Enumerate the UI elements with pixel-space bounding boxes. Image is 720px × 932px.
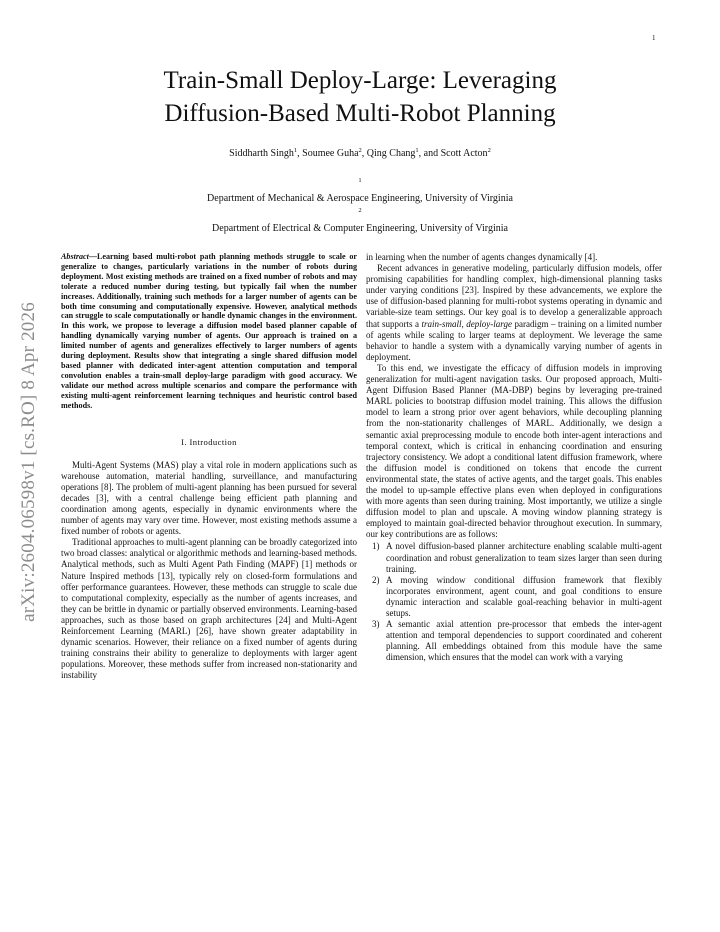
author-affiliation-mark: 1 bbox=[293, 147, 298, 154]
affiliation-list bbox=[110, 176, 610, 236]
page-number: 1 bbox=[652, 34, 656, 42]
contribution-item bbox=[366, 541, 662, 574]
intro-paragraph-3-text-a: Recent advances in generative modeling, particularly diffusion models, offer promising capabilities for handling complex, high-dimensional planning tasks under varying conditions [23]. Inspired by these advancements, we explore the use of diffusion-based planning for multi-robot systems operating in dynamic and variable-size team settings. Our key goal is to develop a generalizable approach that supports a bbox=[366, 263, 662, 329]
intro-paragraph-3 bbox=[366, 263, 662, 363]
author-separator: , bbox=[297, 148, 303, 159]
author-separator: , bbox=[361, 148, 367, 159]
author-affiliation-mark: 2 bbox=[487, 147, 491, 154]
contribution-text: A novel diffusion-based planner architecture enabling scalable multi-agent coordination and robust generalization to team sizes larger than seen during training. bbox=[386, 541, 662, 574]
contribution-item bbox=[366, 575, 662, 619]
paper-title-line-1: Train-Small Deploy-Large: Leveraging bbox=[163, 67, 557, 94]
affiliation-line bbox=[110, 206, 610, 236]
contribution-number: 3) bbox=[372, 619, 380, 630]
author-name: Qing Chang bbox=[366, 148, 416, 159]
author-name: Siddharth Singh bbox=[229, 148, 294, 159]
intro-paragraph-3-text-b: paradigm – training on a limited number of agents while scaling to larger teams at deployment. We leverage the same behavior to handle a system with a dynamically varying number of agents in deployment. bbox=[366, 318, 662, 362]
author-name: Scott Acton bbox=[440, 148, 488, 159]
right-column bbox=[366, 252, 662, 663]
paper-title-line-2: Diffusion-Based Multi-Robot Planning bbox=[164, 100, 556, 127]
affiliation-text: Department of Electrical & Computer Engineering, University of Virginia bbox=[212, 223, 508, 234]
arxiv-identifier-stamp bbox=[18, 262, 40, 662]
arxiv-identifier-text: arXiv:2604.06598v1 [cs.RO] 8 Apr 2026 bbox=[18, 302, 40, 622]
abstract-text: —Learning based multi-robot path planning methods struggle to scale or generalize to changes, particularly variations in the number of robots during deployment. Most existing methods are trained on a fixed number of robots and may tolerate a reduced number during testing, but typically fail when the number increases. Additionally, training such methods for a larger number of agents can be both time consuming and computationally expensive. However, analytical methods can struggle to scale computationally or handle dynamic changes in the environment. In this work, we propose to leverage a diffusion model based planner capable of handling dynamically varying number of agents. Our approach is trained on a limited number of agents and generalizes effectively to larger numbers of agents during deployment. Results show that integrating a single shared diffusion model based planner with dedicated inter-agent attention computation and temporal convolution enables a train-small deploy-large paradigm with good accuracy. We validate our method across multiple scenarios and compare the performance with existing multi-agent reinforcement learning techniques and heuristic control based methods. bbox=[61, 252, 357, 410]
intro-paragraph-4: To this end, we investigate the efficacy of diffusion models in improving generalization for multi-agent navigation tasks. Our proposed approach, Multi-Agent Diffusion Based Planner (MA-DBP) begins by leveraging pre-trained MARL policies to bootstrap diffusion model training. This allows the diffusion model to learn a strong prior over agent behaviors, while decoupling planning from the non-stationarity challenges of MARL. Additionally, we design a semantic axial preprocessing module to encode both inter-agent interactions and temporal context, which is critical in enhancing coordination and ensuring trajectory consistency. We adopt a conditional latent diffusion framework, where the diffusion model is conditioned on tokens that encode the current environmental state, the states of active agents, and the target goals. This enables the model to up-sample effective plans even when deployed in configurations with more agents than seen during training. Most importantly, we utilize a single diffusion model to plan and upscale. A moving window planning strategy is employed to maintain goal-directed behavior throughout execution. In summary, our key contributions are as follows: bbox=[366, 362, 662, 540]
section-heading-introduction: I. Introduction bbox=[181, 436, 237, 447]
paper-title bbox=[110, 64, 610, 130]
abstract bbox=[61, 252, 357, 411]
contribution-number: 2) bbox=[372, 574, 380, 585]
left-column bbox=[61, 252, 357, 681]
affiliation-line bbox=[110, 176, 610, 206]
affiliation-mark: 2 bbox=[358, 207, 362, 214]
intro-paragraph-2-continued: in learning when the number of agents changes dynamically [4]. bbox=[366, 252, 598, 262]
intro-paragraph-3-emphasis: train-small, deploy-large bbox=[421, 318, 512, 329]
affiliation-mark: 1 bbox=[358, 177, 362, 184]
contribution-number: 1) bbox=[372, 541, 380, 552]
abstract-label: Abstract bbox=[61, 252, 89, 261]
contribution-list bbox=[366, 541, 662, 663]
author-affiliation-mark: 1 bbox=[415, 147, 419, 154]
author-separator: , and bbox=[418, 148, 441, 159]
author-name: Soumee Guha bbox=[302, 148, 359, 159]
intro-paragraph-2: Traditional approaches to multi-agent planning can be broadly categorized into two broad classes: analytical or algorithmic methods and learning-based methods. Analytical methods, such as Multi Agent Path Finding (MAPF) [1] methods or Nature Inspired methods [13], typically rely on closed-form formulations and offer performance guarantees. However, these methods can struggle to scale due to computational complexity, especially as the number of agents increases, and they can be brittle in dynamic or partially observed environments. Learning-based approaches, such as those based on graph architectures [24] and Multi-Agent Reinforcement Learning (MARL) [26], have shown greater adaptability in dynamic scenarios. However, their reliance on a fixed number of agents during training constrains their ability to generalize to deployments with larger agent populations. Moreover, these methods suffer from increased non-stationarity and instability bbox=[61, 537, 357, 681]
contribution-text: A semantic axial attention pre-processor that embeds the inter-agent attention and temporal dependencies to support coordinated and coherent planning. All embeddings obtained from this module have the same dimension, which ensures that the model can work with a varying bbox=[386, 619, 662, 663]
contribution-item bbox=[366, 619, 662, 663]
author-list bbox=[110, 148, 610, 159]
contribution-text: A moving window conditional diffusion framework that flexibly incorporates environment, agent count, and goal conditions to ensure dynamic interaction and scalable goal-reaching behavior in multi-agent setups. bbox=[386, 574, 662, 618]
affiliation-text: Department of Mechanical & Aerospace Engineering, University of Virginia bbox=[207, 193, 513, 204]
author-affiliation-mark: 2 bbox=[358, 147, 362, 154]
intro-paragraph-1: Multi-Agent Systems (MAS) play a vital role in modern applications such as warehouse automation, material handling, surveillance, and manufacturing operations [8]. The problem of multi-agent planning has been pursued for several decades [3], with a central challenge being efficient path planning and coordination among agents, especially in dynamic environments where the number of agents may vary over time. However, most existing methods assume a fixed number of robots or agents. bbox=[61, 459, 357, 537]
